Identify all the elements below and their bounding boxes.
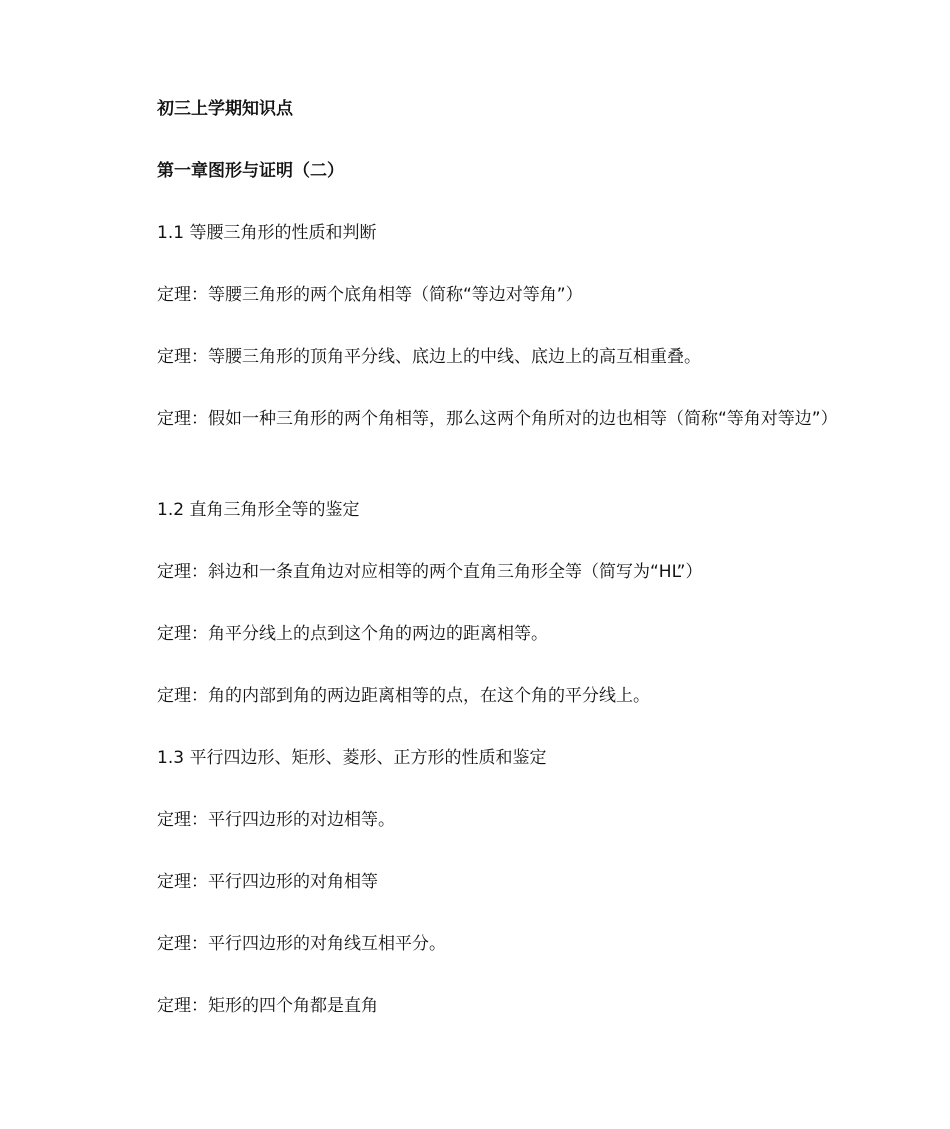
theorem-paragraph: 定理：矩形的四个角都是直角: [157, 996, 378, 1016]
theorem-paragraph: 定理：等腰三角形的两个底角相等（简称“等边对等角”）: [157, 285, 583, 305]
section-heading: 1.2 直角三角形全等的鉴定: [157, 500, 360, 520]
section-heading: 1.3 平行四边形、矩形、菱形、正方形的性质和鉴定: [157, 748, 547, 768]
section-heading: 1.1 等腰三角形的性质和判断: [157, 223, 377, 243]
theorem-paragraph: 定理：斜边和一条直角边对应相等的两个直角三角形全等（简写为“HL”）: [157, 562, 703, 582]
document-title: 初三上学期知识点: [157, 99, 293, 119]
chapter-heading: 第一章图形与证明（二）: [157, 161, 344, 181]
theorem-paragraph: 定理：平行四边形的对角线互相平分。: [157, 934, 446, 954]
theorem-paragraph: 定理：角平分线上的点到这个角的两边的距离相等。: [157, 624, 548, 644]
theorem-paragraph: 定理：角的内部到角的两边距离相等的点，在这个角的平分线上。: [157, 686, 650, 706]
theorem-paragraph: 定理：平行四边形的对角相等: [157, 872, 378, 892]
theorem-paragraph: 定理：等腰三角形的顶角平分线、底边上的中线、底边上的高互相重叠。: [157, 347, 701, 367]
theorem-paragraph: 定理：假如一种三角形的两个角相等，那么这两个角所对的边也相等（简称“等角对等边”）: [157, 409, 838, 429]
theorem-paragraph: 定理：平行四边形的对边相等。: [157, 810, 395, 830]
